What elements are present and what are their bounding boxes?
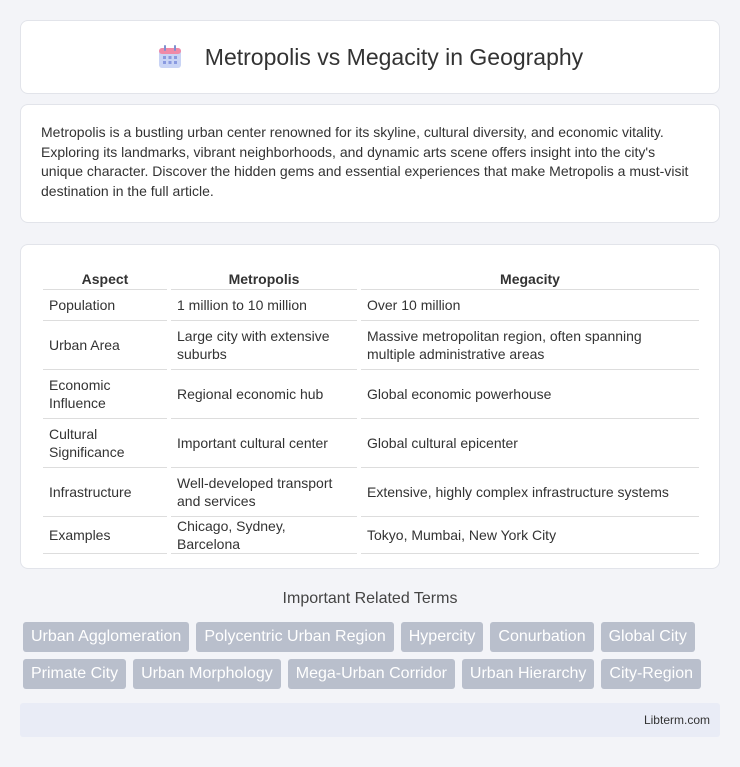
tag-hypercity[interactable]: Hypercity (401, 622, 484, 652)
table-cell: Examples (43, 516, 169, 553)
page-title: Metropolis vs Megacity in Geography (204, 43, 584, 70)
comparison-card (20, 244, 720, 569)
tag-urban-agglomeration[interactable]: Urban Agglomeration (23, 622, 189, 652)
tag-conurbation[interactable]: Conurbation (490, 622, 593, 652)
footer-site-link[interactable]: Libterm.com (643, 713, 710, 727)
intro-text: Metropolis is a bustling urban center renowned for its skyline, cultural diversity, and economic vitality. Exploring its landmarks, vibrant neighborhoods, and dynamic arts scene offers insight into the city's unique character. Discover the hidden gems and essential experiences that make Metropolis a must-visit destination in the full article. (41, 124, 689, 199)
tag-primate-city[interactable]: Primate City (23, 659, 126, 689)
table-cell: Economic Influence (43, 369, 169, 418)
comparison-table (43, 265, 699, 554)
table-row (43, 320, 699, 369)
table-cell: Global cultural epicenter (359, 418, 699, 467)
table-cell: Chicago, Sydney, Barcelona (169, 516, 359, 553)
tag-mega-urban-corridor[interactable]: Mega-Urban Corridor (288, 659, 455, 689)
table-row (43, 516, 699, 553)
footer (20, 703, 720, 737)
related-tags (23, 622, 723, 696)
table-row (43, 289, 699, 320)
related-terms-title: Important Related Terms (282, 590, 458, 607)
table-row (43, 467, 699, 516)
tag-polycentric-urban-region[interactable]: Polycentric Urban Region (196, 622, 393, 652)
column-header-metropolis: Metropolis (169, 265, 359, 289)
column-header-aspect: Aspect (43, 265, 169, 289)
tag-urban-morphology[interactable]: Urban Morphology (133, 659, 281, 689)
calendar-icon (157, 44, 183, 70)
table-row (43, 418, 699, 467)
tag-city-region[interactable]: City-Region (601, 659, 701, 689)
table-row (43, 369, 699, 418)
table-cell: Cultural Significance (43, 418, 169, 467)
table-cell: Large city with extensive suburbs (169, 320, 359, 369)
table-cell: Over 10 million (359, 289, 699, 320)
table-cell: Massive metropolitan region, often spanning multiple administrative areas (359, 320, 699, 369)
intro-card (20, 104, 720, 223)
tag-urban-hierarchy[interactable]: Urban Hierarchy (462, 659, 594, 689)
table-cell: Infrastructure (43, 467, 169, 516)
table-cell: 1 million to 10 million (169, 289, 359, 320)
table-cell: Extensive, highly complex infrastructure systems (359, 467, 699, 516)
table-cell: Population (43, 289, 169, 320)
table-cell: Global economic powerhouse (359, 369, 699, 418)
column-header-megacity: Megacity (359, 265, 699, 289)
title-card (20, 20, 720, 94)
table-cell: Tokyo, Mumbai, New York City (359, 516, 699, 553)
table-cell: Well-developed transport and services (169, 467, 359, 516)
table-cell: Urban Area (43, 320, 169, 369)
table-cell: Important cultural center (169, 418, 359, 467)
table-cell: Regional economic hub (169, 369, 359, 418)
tag-global-city[interactable]: Global City (601, 622, 695, 652)
